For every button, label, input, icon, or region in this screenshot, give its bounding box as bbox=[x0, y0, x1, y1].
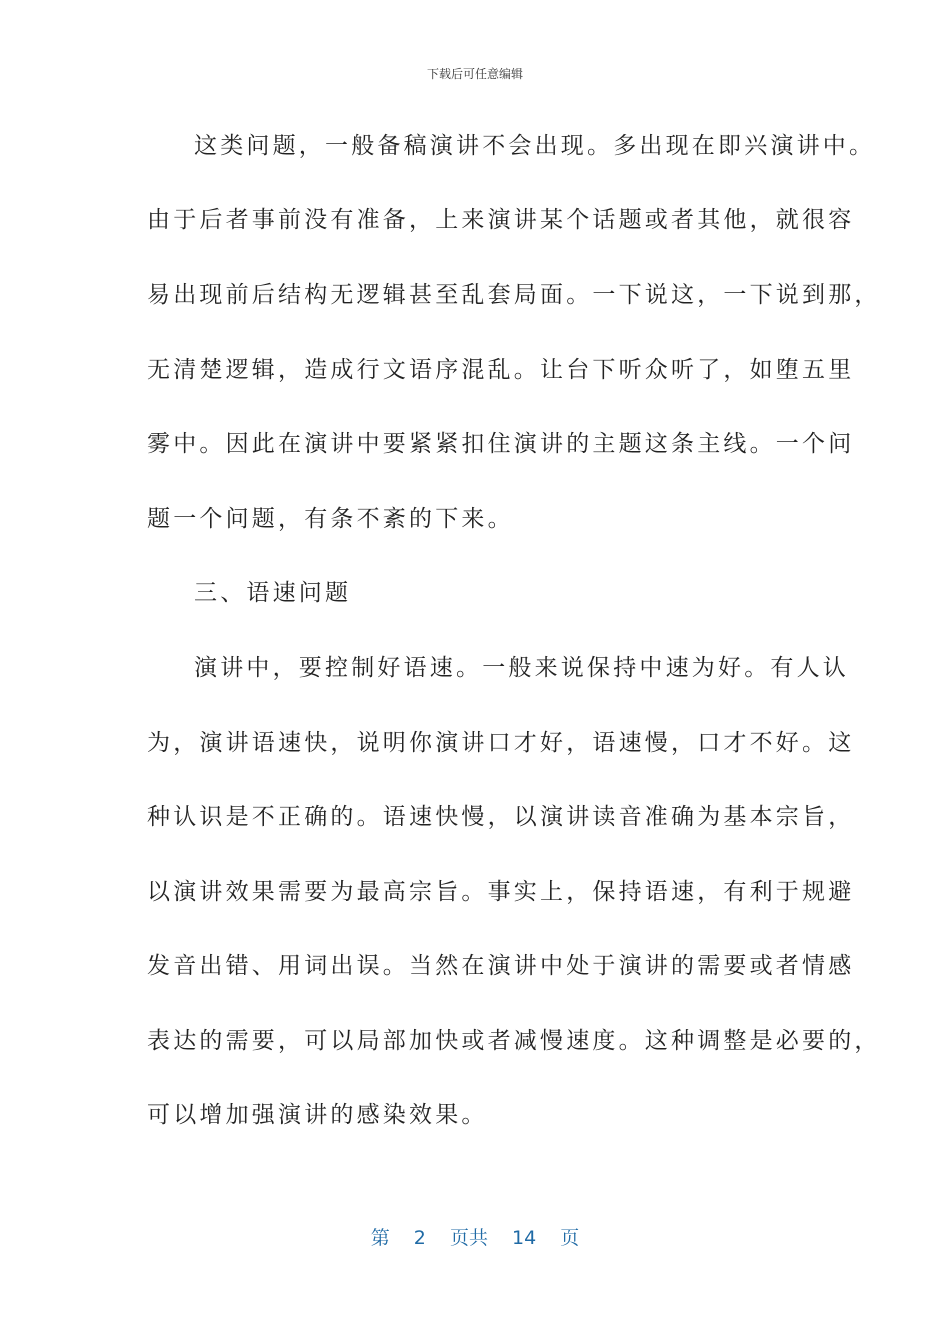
paragraph-line: 可以增加强演讲的感染效果。 bbox=[147, 1102, 488, 1128]
paragraph-line: 为，演讲语速快，说明你演讲口才好，语速慢，口才不好。这 bbox=[147, 730, 855, 756]
page-header-note: 下载后可任意编辑 bbox=[426, 67, 523, 81]
paragraph-line: 以演讲效果需要为最高宗旨。事实上，保持语速，有利于规避 bbox=[147, 879, 855, 905]
total-pages-number: 14 bbox=[512, 1227, 537, 1249]
section-heading: 三、语速问题 bbox=[194, 580, 352, 606]
paragraph-line: 题一个问题，有条不紊的下来。 bbox=[147, 506, 514, 532]
footer-suffix: 页 bbox=[560, 1227, 580, 1249]
paragraph-line: 种认识是不正确的。语速快慢，以演讲读音准确为基本宗旨， bbox=[147, 804, 855, 830]
footer-prefix: 第 bbox=[370, 1227, 390, 1249]
paragraph-line: 发音出错、用词出误。当然在演讲中处于演讲的需要或者情感 bbox=[147, 953, 855, 979]
current-page-number: 2 bbox=[413, 1227, 426, 1249]
paragraph-line: 这类问题，一般备稿演讲不会出现。多出现在即兴演讲中。 bbox=[194, 133, 876, 159]
page-number-footer bbox=[0, 1225, 950, 1251]
paragraph-line: 无清楚逻辑，造成行文语序混乱。让台下听众听了，如堕五里 bbox=[147, 357, 855, 383]
paragraph-line: 雾中。因此在演讲中要紧紧扣住演讲的主题这条主线。一个问 bbox=[147, 431, 855, 457]
paragraph-line: 表达的需要，可以局部加快或者减慢速度。这种调整是必要的， bbox=[147, 1028, 881, 1054]
paragraph-line: 由于后者事前没有准备，上来演讲某个话题或者其他，就很容 bbox=[147, 207, 855, 233]
paragraph-line: 演讲中，要控制好语速。一般来说保持中速为好。有人认 bbox=[194, 655, 849, 681]
footer-middle: 页共 bbox=[449, 1227, 488, 1249]
paragraph-line: 易出现前后结构无逻辑甚至乱套局面。一下说这，一下说到那， bbox=[147, 282, 881, 308]
